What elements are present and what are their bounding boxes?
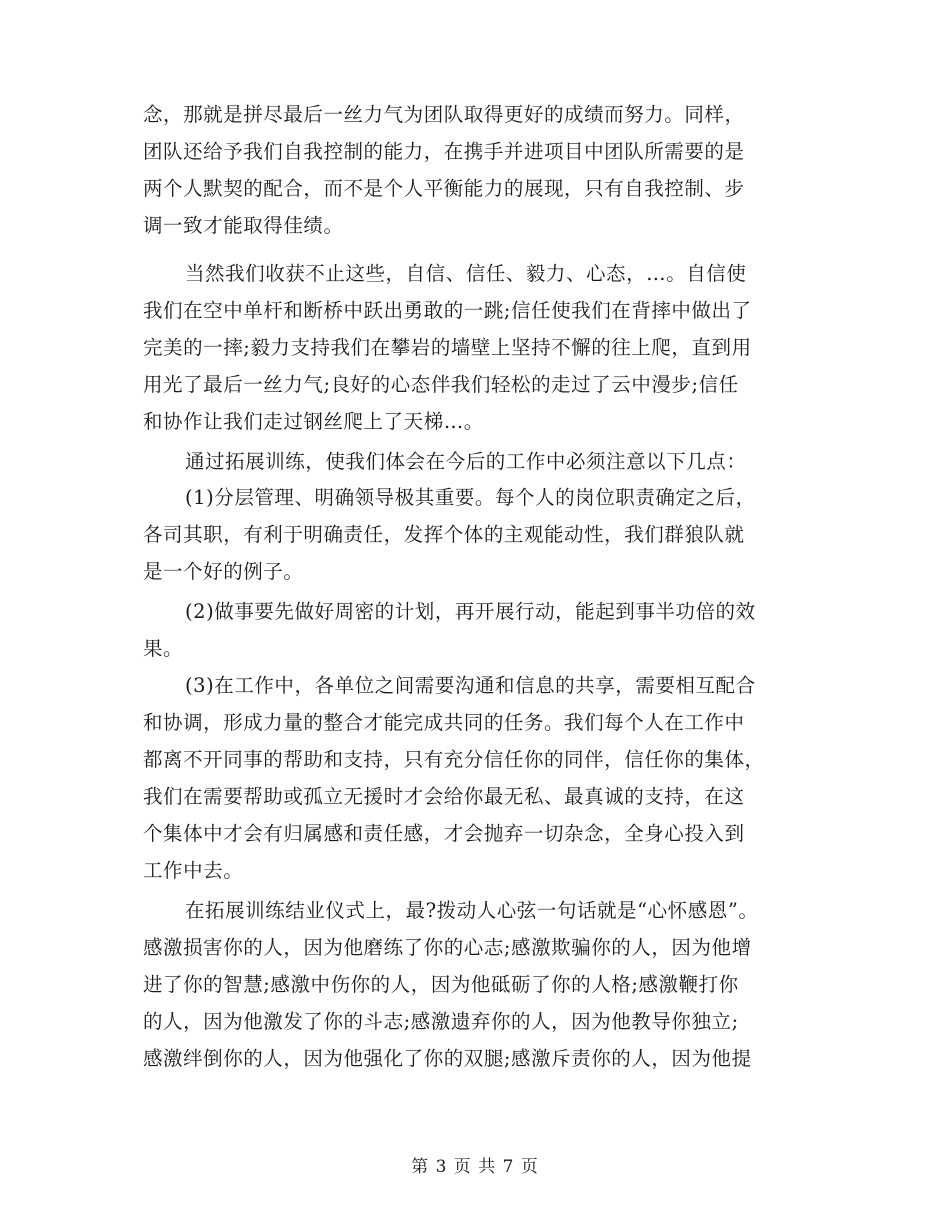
text-line: 念，那就是拼尽最后一丝力气为团队取得更好的成绩而努力。同样， (143, 103, 745, 126)
text-line: 我们在需要帮助或孤立无援时才会给你最无私、最真诚的支持，在这 (143, 785, 745, 808)
text-line: 进了你的智慧;感激中伤你的人，因为他砥砺了你的人格;感激鞭打你 (143, 973, 739, 996)
text-line: 两个人默契的配合，而不是个人平衡能力的展现，只有自我控制、步 (143, 177, 745, 200)
text-line: 是一个好的例子。 (143, 560, 304, 583)
text-line: 用光了最后一丝力气;良好的心态伴我们轻松的走过了云中漫步;信任 (143, 373, 739, 396)
text-line: 个集体中才会有归属感和责任感，才会抛弃一切杂念，全身心投入到 (143, 822, 745, 845)
text-line: 感激损害你的人，因为他磨练了你的心志;感激欺骗你的人，因为他增 (143, 936, 752, 959)
paragraph-first-line: 在拓展训练结业仪式上，最?拨动人心弦一句话就是“心怀感恩”。 (185, 899, 759, 922)
paragraph-first-line: 通过拓展训练，使我们体会在今后的工作中必须注意以下几点： (185, 450, 747, 473)
text-line: 和协作让我们走过钢丝爬上了天梯…。 (143, 410, 484, 433)
text-line: 团队还给予我们自我控制的能力，在携手并进项目中团队所需要的是 (143, 140, 745, 163)
text-line: 我们在空中单杆和断桥中跃出勇敢的一跳;信任使我们在背摔中做出了 (143, 299, 752, 322)
list-item-3-first-line: (3)在工作中，各单位之间需要沟通和信息的共享，需要相互配合 (185, 674, 756, 697)
page-number-footer: 第 3 页 共 7 页 (411, 1157, 539, 1177)
list-item-2-first-line: (2)做事要先做好周密的计划，再开展行动，能起到事半功倍的效 (185, 600, 756, 623)
text-line: 和协调，形成力量的整合才能完成共同的任务。我们每个人在工作中 (143, 711, 745, 734)
text-line: 果。 (143, 637, 184, 660)
text-line: 各司其职，有利于明确责任，发挥个体的主观能动性，我们群狼队就 (143, 523, 745, 546)
text-line: 调一致才能取得佳绩。 (143, 214, 344, 237)
paragraph-first-line: 当然我们收获不止这些，自信、信任、毅力、心态，…。自信使 (185, 262, 747, 285)
list-item-1-first-line: (1)分层管理、明确领导极其重要。每个人的岗位职责确定之后， (185, 486, 756, 509)
text-line: 都离不开同事的帮助和支持，只有充分信任你的同伴，信任你的集体， (143, 748, 765, 771)
text-line: 完美的一摔;毅力支持我们在攀岩的墙壁上坚持不懈的往上爬，直到用 (143, 336, 752, 359)
text-line: 的人，因为他激发了你的斗志;感激遗弃你的人，因为他教导你独立; (143, 1010, 739, 1033)
text-line: 感激绊倒你的人，因为他强化了你的双腿;感激斥责你的人，因为他提 (143, 1047, 752, 1070)
text-line: 工作中去。 (143, 859, 244, 882)
